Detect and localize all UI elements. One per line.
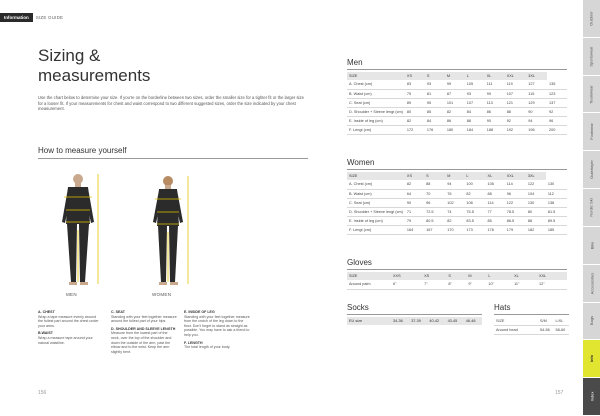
row-label: E. Inside of leg (cm) (347, 116, 405, 125)
table-cell: 82 (445, 216, 464, 225)
table-cell: 121 (505, 98, 527, 107)
table-cell: L (464, 172, 485, 180)
figure-women-label: WOMEN (152, 292, 172, 297)
table-cell: 64 (405, 189, 424, 198)
tab-label: Info (589, 355, 594, 363)
table-cell: 111 (485, 80, 505, 89)
table-cell: 82 (445, 107, 465, 116)
table-row (347, 98, 567, 107)
table-cell: L (486, 272, 512, 280)
table-cell: 176 (486, 225, 505, 234)
table-cell: XL (512, 272, 537, 280)
table-cell: 99 (485, 89, 505, 98)
table-cell: 196 (526, 125, 547, 134)
tab-sportswear[interactable] (583, 38, 600, 76)
table-cell: 180 (445, 125, 465, 134)
table-cell: 76 (445, 189, 464, 198)
table-cell: 34-36 (391, 317, 409, 325)
measurement-figures (40, 172, 220, 290)
row-label: B. Waist (cm) (347, 189, 405, 198)
table-cell: 129 (526, 98, 547, 107)
row-label: A. Chest (cm) (347, 80, 405, 89)
table-cell: 83 (405, 80, 425, 89)
table-cell: 88 (465, 116, 485, 125)
table-cell: 92 (505, 116, 527, 125)
row-label: Around palm (347, 280, 391, 289)
table-cell: 122 (526, 180, 546, 189)
table-cell: 173 (464, 225, 485, 234)
table-cell: 127 (526, 80, 547, 89)
intro-text: Use the chart below to determine your size. If you're on the borderline between two sizes, order the smaller size for a tighter fit or the larger size for a looser fit. If your measurements for chest and waist correspond to two different suggested sizes, order the size indicated by your chest measurement. (38, 95, 304, 112)
table-cell: 88 (424, 180, 445, 189)
table-cell: 99 (445, 80, 465, 89)
table-cell: 182 (526, 225, 546, 234)
table-cell: XXL (537, 272, 567, 280)
tab-bike[interactable] (583, 227, 600, 265)
hats-title: Hats (494, 303, 569, 315)
table-cell: S (424, 172, 445, 180)
table-row (347, 116, 567, 125)
gloves-size-table (347, 272, 567, 290)
table-cell: 188 (485, 125, 505, 134)
table-cell: 71 (405, 207, 424, 216)
tab-label: Teamwear (589, 84, 595, 104)
table-cell: 8" (446, 280, 466, 289)
table-cell: 94 (526, 116, 547, 125)
table-row (347, 207, 567, 216)
table-cell: 94 (445, 180, 464, 189)
table-cell: 40-42 (427, 317, 445, 325)
table-cell: XL (486, 172, 505, 180)
tab-info[interactable] (583, 340, 600, 378)
table-cell: 58-60 (554, 325, 570, 334)
table-cell: 179 (505, 225, 526, 234)
table-cell: 37-39 (409, 317, 427, 325)
table-cell: 96 (424, 198, 445, 207)
table-row (347, 225, 567, 234)
table-cell: 86 (485, 107, 505, 116)
row-label: SIZE (347, 172, 405, 180)
table-cell: L/XL (554, 317, 570, 325)
row-label: SIZE (494, 317, 538, 325)
table-cell: 114 (505, 180, 526, 189)
table-cell: 95 (425, 98, 445, 107)
table-cell: 80 (526, 207, 546, 216)
socks-size-table (347, 317, 482, 325)
table-cell: 89.5 (546, 216, 567, 225)
table-row (494, 325, 569, 334)
table-cell: 82 (405, 116, 425, 125)
table-cell: 88 (486, 189, 505, 198)
tab-index[interactable] (583, 378, 600, 416)
table-cell: 80.5 (424, 216, 445, 225)
table-cell: 96 (505, 189, 526, 198)
table-cell: 79 (405, 216, 424, 225)
table-cell: 86 (445, 116, 465, 125)
table-cell: 78.5 (505, 207, 526, 216)
row-label: SIZE (347, 72, 405, 80)
table-cell: 105 (465, 80, 485, 89)
table-cell: 93 (465, 89, 485, 98)
table-cell: XS (422, 272, 446, 280)
tab-footwear[interactable] (583, 113, 600, 151)
tab-label: Outdoor (588, 11, 594, 26)
figure-men-label: MEN (66, 292, 77, 297)
tab-label: Sportswear (589, 46, 595, 67)
tab-accessories[interactable] (583, 265, 600, 303)
table-cell: 46-48 (464, 317, 482, 325)
table-cell: 82 (405, 180, 424, 189)
table-row (347, 89, 567, 98)
table-cell: 87 (445, 89, 465, 98)
tab-label: Outerlayer (589, 160, 594, 180)
tab-label: Footwear (589, 123, 594, 141)
table-cell: 54-56 (538, 325, 554, 334)
row-label: F. Lengt (cm) (347, 225, 405, 234)
header-section: Information (0, 13, 33, 22)
table-cell: 70 (424, 189, 445, 198)
table-cell: 114 (486, 198, 505, 207)
table-cell: 82 (464, 189, 485, 198)
table-cell: 83.5 (464, 216, 485, 225)
page-number-right: 157 (555, 390, 564, 396)
table-cell: 3XL (526, 172, 546, 180)
table-cell: XXL (505, 172, 526, 180)
table-cell: M (445, 172, 464, 180)
table-cell: 164 (405, 225, 424, 234)
table-cell: 7" (422, 280, 446, 289)
table-cell: XS (405, 172, 424, 180)
table-header (347, 272, 567, 280)
table-cell: 93 (425, 80, 445, 89)
gloves-title: Gloves (347, 258, 567, 270)
table-cell: 90 (485, 116, 505, 125)
socks-title: Socks (347, 303, 482, 315)
page-number-left: 156 (38, 390, 47, 396)
table-cell: 9" (466, 280, 486, 289)
table-cell: 11" (512, 280, 537, 289)
row-label: Around head (494, 325, 538, 334)
tab-label: Bike (589, 241, 594, 250)
table-cell: 6" (391, 280, 422, 289)
table-cell: 107 (505, 89, 527, 98)
table-cell: 108 (464, 198, 485, 207)
row-label: A. Chest (cm) (347, 180, 405, 189)
table-row (347, 198, 567, 207)
table-cell: 185 (546, 225, 567, 234)
table-cell: 84 (465, 107, 485, 116)
table-cell: 84 (425, 116, 445, 125)
table-cell: 172 (405, 125, 425, 134)
table-header (494, 317, 569, 325)
table-cell: 92 (547, 107, 567, 116)
header-subsection: SIZE GUIDE (35, 15, 64, 20)
row-label: F. Lengt (cm) (347, 125, 405, 134)
table-header (347, 172, 567, 180)
table-row (347, 280, 567, 289)
row-label: C. Seat (cm) (347, 198, 405, 207)
table-cell: 43-45 (446, 317, 464, 325)
table-cell: XL (485, 72, 505, 80)
table-cell: XXL (505, 72, 527, 80)
row-label: B. Waist (cm) (347, 89, 405, 98)
men-title: Men (347, 58, 567, 70)
table-cell: XXS (391, 272, 422, 280)
tab-label: Nordic Ski (589, 198, 595, 217)
section-tabs (583, 0, 600, 416)
table-cell: 81.5 (546, 207, 567, 216)
notes-column-3: E. INSIDE OF LEG Standing with your feet together measure from the crotch of the leg down to the floor. Don't forget to stand as straight as possible. You may have to ask a friend to help you. F. LENGTH The total length of your body. (184, 310, 250, 350)
table-cell: 137 (547, 98, 567, 107)
table-cell: 123 (547, 89, 567, 98)
table-cell: 90 (526, 107, 547, 116)
table-header (347, 72, 567, 80)
table-cell: S (425, 72, 445, 80)
table-cell: 10" (486, 280, 512, 289)
tab-teamwear[interactable] (583, 76, 600, 114)
table-cell: 192 (505, 125, 527, 134)
table-cell: 122 (505, 198, 526, 207)
table-cell: 119 (505, 80, 527, 89)
notes-column-2: C. SEAT Standing with your feet together measure around the fullest part of your hips. D. SHOULDER AND SLEEVE LENGTH Measure from the lowest part of the neck, over the top of the shoulder and down the outside of the arm, past the elbow and to the wrist. Keep the arm slightly bent. (111, 310, 177, 354)
row-label: D. Shoulder + Sleeve lengt (cm) (347, 107, 405, 116)
table-cell: 80 (405, 107, 425, 116)
notes-column-1: A. CHEST Wrap a tape measure evenly around the fullest part around the chest under your arms. B.WAIST Wrap a measure tape around your natural waistline. (38, 310, 99, 345)
table-row (347, 125, 567, 134)
table-cell: M (466, 272, 486, 280)
table-cell: S (446, 272, 466, 280)
table-cell: 113 (485, 98, 505, 107)
header-bar (0, 13, 63, 22)
table-cell: 107 (465, 98, 485, 107)
table-cell: 135 (547, 80, 567, 89)
tab-label: Bags (589, 316, 594, 326)
table-row (347, 216, 567, 225)
table-cell: 77 (486, 207, 505, 216)
table-cell: 96 (547, 116, 567, 125)
table-cell: 74 (445, 207, 464, 216)
table-cell: 90 (405, 198, 424, 207)
row-label: SIZE (347, 272, 391, 280)
table-cell: L (465, 72, 485, 80)
table-cell: 184 (465, 125, 485, 134)
table-cell: 88 (526, 216, 546, 225)
women-size-table (347, 172, 567, 235)
table-cell: 88 (505, 107, 527, 116)
women-title: Women (347, 158, 567, 170)
table-cell: 81 (425, 89, 445, 98)
men-size-table (347, 72, 567, 135)
page-title: Sizing & measurements (38, 46, 151, 85)
table-cell: 85 (486, 216, 505, 225)
table-cell: 115 (526, 89, 547, 98)
table-cell: 106 (486, 180, 505, 189)
table-cell: S/M (538, 317, 554, 325)
table-cell: 72.5 (424, 207, 445, 216)
table-row (347, 80, 567, 89)
tab-label: Index (588, 391, 594, 402)
tab-nordic-ski[interactable] (583, 189, 600, 227)
table-cell: 176 (425, 125, 445, 134)
table-row (347, 317, 482, 325)
hats-size-table (494, 317, 569, 335)
table-cell: 130 (526, 198, 546, 207)
how-to-measure-title: How to measure yourself (38, 146, 308, 159)
table-cell: M (445, 72, 465, 80)
table-cell: 3XL (526, 72, 547, 80)
table-cell: 138 (546, 198, 567, 207)
table-cell: 85 (425, 107, 445, 116)
table-cell: 112 (546, 189, 567, 198)
table-row (347, 189, 567, 198)
tab-outdoor[interactable] (583, 0, 600, 38)
table-cell: 102 (445, 198, 464, 207)
row-label: EU size (347, 317, 391, 325)
table-row (347, 107, 567, 116)
table-cell: 170 (445, 225, 464, 234)
table-cell: 101 (445, 98, 465, 107)
table-cell: 104 (526, 189, 546, 198)
table-cell: 75.5 (464, 207, 485, 216)
table-cell: 130 (546, 180, 567, 189)
row-label: E. Inside of leg (cm) (347, 216, 405, 225)
tab-outerlayer[interactable] (583, 151, 600, 189)
table-cell: 200 (547, 125, 567, 134)
table-cell: 12" (537, 280, 567, 289)
tab-label: Accessories (589, 272, 594, 294)
table-cell: XS (405, 72, 425, 80)
table-cell: 86.5 (505, 216, 526, 225)
table-row (347, 180, 567, 189)
table-cell: 100 (464, 180, 485, 189)
tab-bags[interactable] (583, 303, 600, 341)
table-cell: 89 (405, 98, 425, 107)
table-cell: 167 (424, 225, 445, 234)
table-cell: 75 (405, 89, 425, 98)
row-label: C. Seat (cm) (347, 98, 405, 107)
row-label: D. Shoulder + Sleeve lengt (cm) (347, 207, 405, 216)
